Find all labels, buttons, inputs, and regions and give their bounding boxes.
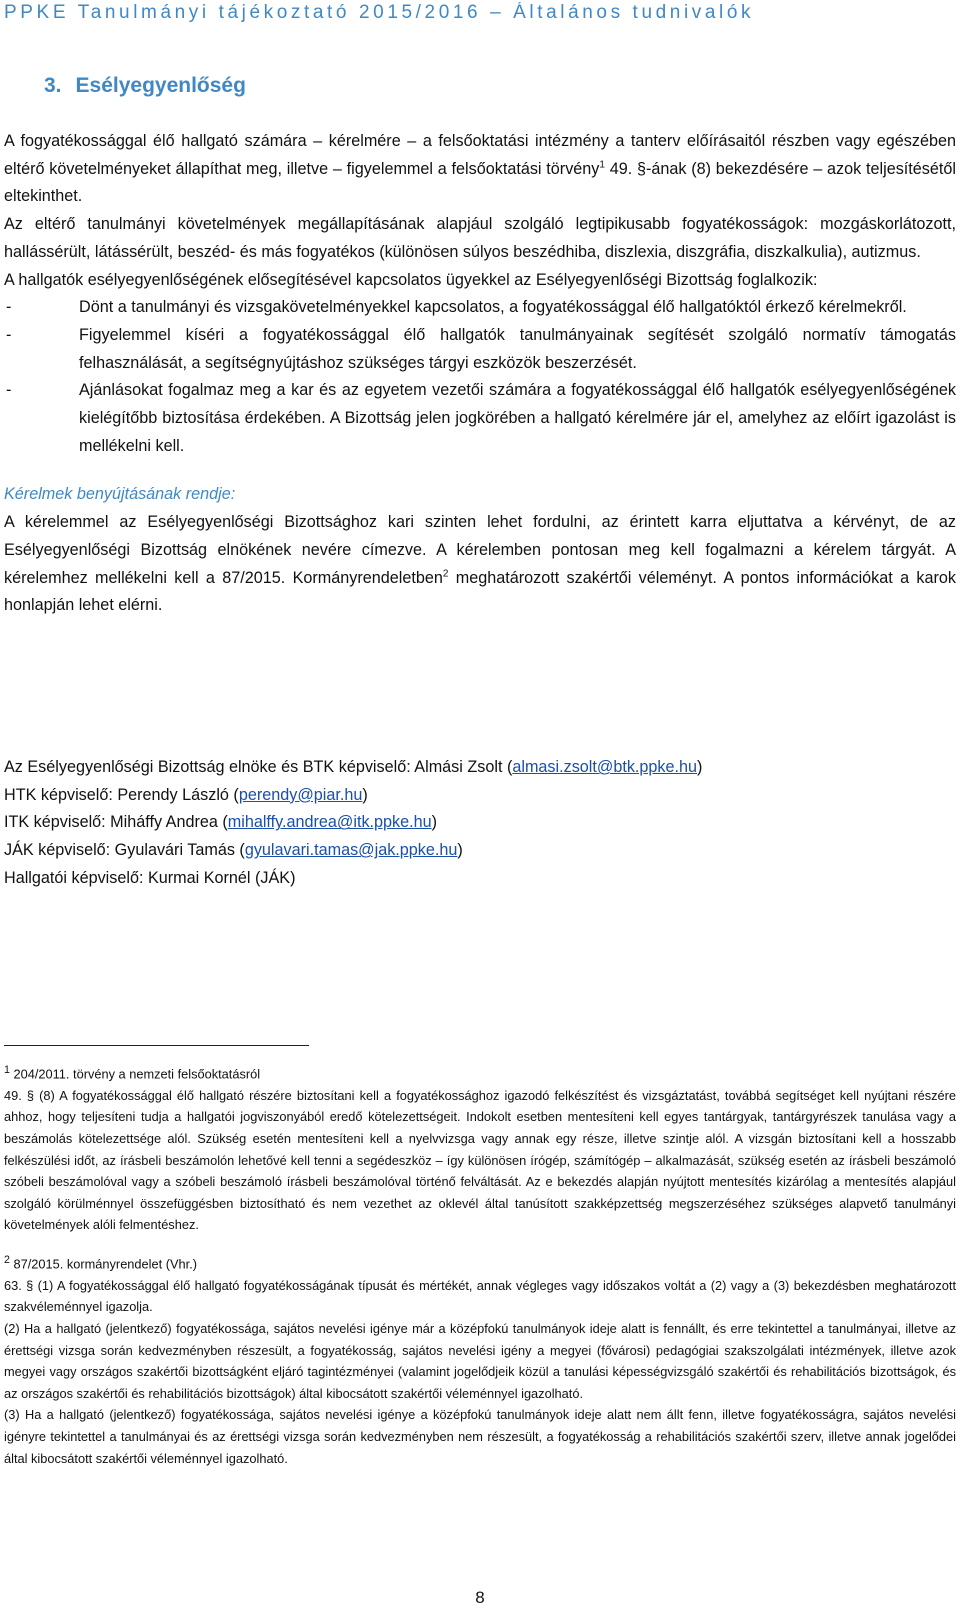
contact-label: HTK képviselő: Perendy László ( xyxy=(4,785,239,804)
section-title-text: Esélyegyenlőség xyxy=(75,74,246,97)
contact-suffix: ) xyxy=(697,758,703,776)
footnote-mark: 1 xyxy=(4,1064,10,1076)
contact-suffix: ) xyxy=(362,785,368,804)
page-number: 8 xyxy=(475,1588,485,1607)
submission-subheading: Kérelmek benyújtásának rendje: xyxy=(4,485,236,504)
running-header: PPKE Tanulmányi tájékoztató 2015/2016 – Általános tudnivalók xyxy=(4,2,755,23)
footnote-2-paragraph: (2) Ha a hallgató (jelentkező) fogyatékossága, sajátos nevelési igénye már a középfokú tanulmányok ideje alatt is fennállt, és erre tekintettel a tanulmányai, illetve az érettségi vizsga során kedvezményben részesült, a fogyatékosság, sajátos nevelési igény a megyei (fővárosi) pedagógiai szakszolgálati intézmények, illetve azok megyei vagy országos szakértői bizottságként eljáró tagintézményei (valamint jogelődjeik közül a tanulási képességvizsgáló szakértői és rehabilitációs bizottságok, és az országos szakértői és rehabilitációs bizottságok) által kibocsátott szakértői véleménnyel igazolható. xyxy=(4,1321,956,1401)
footnote-1-title xyxy=(4,1060,956,1085)
paragraph-intro xyxy=(4,128,956,211)
paragraph-submission-text-a: A kérelemmel az Esélyegyenlőségi Bizottsághoz kari szinten lehet fordulni, az érintett karra eljuttatva a kérvényt, de az Esélyegyenlőségi Bizottság elnökének nevére címezve. A kérelemben pontosan meg kell fogalmazni a kérelem tárgyát. A kérelemhez mellékelni kell a 87/2015. Kormányrendeletben xyxy=(4,513,956,587)
footnote-title-text: 204/2011. törvény a nemzeti felsőoktatásról xyxy=(9,1066,261,1082)
paragraph-committee: A hallgatók esélyegyenlőségének elősegítésével kapcsolatos ügyekkel az Esélyegyenlőségi Bizottság foglalkozik: xyxy=(4,270,818,289)
footnote-2-title xyxy=(4,1250,956,1275)
footnote-mark: 2 xyxy=(4,1254,10,1267)
contact-list xyxy=(4,754,956,893)
footnote-ref-1[interactable]: 1 xyxy=(599,159,605,171)
contact-line xyxy=(4,837,956,865)
paragraph-intro-text-a: A fogyatékossággal élő hallgató számára – kérelmére – a felsőoktatási intézmény a tanterv előírásaitól részben vagy egészében eltérő követelményeket állapíthat meg, illetve – figyelemmel a felsőoktatási törvény xyxy=(4,132,956,178)
paragraph-submission-text-b: meghatározott szakértői véleményt. A pontos információkat a karok honlapján lehet elérni. xyxy=(4,568,957,615)
contact-label: JÁK képviselő: Gyulavári Tamás ( xyxy=(4,841,245,860)
email-link[interactable]: perendy@piar.hu xyxy=(238,785,363,804)
list-item: - Figyelemmel kíséri a fogyatékossággal élő hallgatók tanulmányainak segítését szolgáló normatív támogatás felhasználását, a segítségnyújtáshoz szükséges tárgyi eszközök beszerzését. xyxy=(4,322,956,377)
contact-line xyxy=(4,865,956,893)
paragraph-submission xyxy=(4,509,956,620)
contact-suffix: ) xyxy=(431,813,438,832)
contact-line xyxy=(4,754,956,782)
body-text xyxy=(4,128,956,620)
committee-duties-list xyxy=(4,294,956,460)
email-link[interactable]: gyulavari.tamas@jak.ppke.hu xyxy=(244,841,458,860)
contact-suffix: ) xyxy=(457,841,463,860)
email-link[interactable]: almasi.zsolt@btk.ppke.hu xyxy=(512,758,698,776)
footnote-title-text: 87/2015. kormányrendelet (Vhr.) xyxy=(9,1256,198,1272)
list-item: - Dönt a tanulmányi és vizsgakövetelményekkel kapcsolatos, a fogyatékossággal élő hallgatóktól érkező kérelmekről. xyxy=(4,294,956,322)
section-title xyxy=(44,74,246,98)
email-link[interactable]: mihalffy.andrea@itk.ppke.hu xyxy=(227,813,432,832)
list-item: - Ajánlásokat fogalmaz meg a kar és az egyetem vezetői számára a fogyatékossággal élő hallgatók esélyegyenlőségének kielégítőbb biztosítása érdekében. A Bizottság jelen jogkörében a hallgató kérelmére jár el, amelyhez az előírt igazolást is mellékelni kell. xyxy=(4,377,956,460)
footnotes xyxy=(4,1060,956,1469)
contact-line xyxy=(4,809,956,837)
contact-line xyxy=(4,782,956,810)
section-number: 3. xyxy=(44,74,62,97)
footnote-ref-2[interactable]: 2 xyxy=(442,568,449,580)
footnote-separator xyxy=(4,1045,309,1046)
footnote-2-paragraph: 63. § (1) A fogyatékossággal élő hallgató fogyatékosságának típusát és mértékét, annak végleges vagy időszakos voltát a (2) vagy a (3) bekezdésben meghatározott szakvéleménnyel igazolja. xyxy=(4,1277,956,1315)
contact-label: Az Esélyegyenlőségi Bizottság elnöke és BTK képviselő: Almási Zsolt ( xyxy=(4,758,513,776)
footnote-1-text: 49. § (8) A fogyatékossággal élő hallgató részére biztosítani kell a fogyatékossághoz igazodó felkészítést és vizsgáztatást, továbbá segítséget kell nyújtani részére ahhoz, hogy teljesíteni tudja a hallgatói jogviszonyából eredő kötelezettségeit. Indokolt esetben mentesíteni kell egyes tantárgyak, tantárgyrészek tanulása vagy a beszámolás kötelezettsége alól. Szükség esetén mentesíteni kell a nyelvvizsga vagy annak egy része, illetve szintje alól. A vizsgán biztosítani kell a hosszabb felkészülési időt, az írásbeli beszámolón lehetővé kell tenni a segédeszköz – így különösen írógép, számítógép – alkalmazását, szükség esetén az írásbeli beszámoló szóbeli beszámolóval vagy a szóbeli beszámoló írásbeli beszámolóval történő felváltását. Az e bekezdés alapján nyújtott mentesítés kizárólag a mentesítés alapjául szolgáló körülménnyel összefüggésben biztosítható és nem vezethet az oklevél által tanúsított szakképzettség megszerzéséhez szükséges alapvető tanulmányi követelmények alóli felmentéshez. xyxy=(4,1087,956,1233)
contact-label: Hallgatói képviselő: Kurmai Kornél (JÁK) xyxy=(4,868,296,887)
footnote-2-paragraph: (3) Ha a hallgató (jelentkező) fogyatékossága, sajátos nevelési igénye a középfokú tanulmányok ideje alatt nem állt fenn, illetve fogyatékosságra, sajátos nevelési igényre tekintettel a tanulmányai és az érettségi vizsga során kedvezményben nem részesült, a fogyatékosság a rehabilitációs szakértői szerv, illetve annak jogelődei által kibocsátott szakértői véleménnyel igazolható. xyxy=(4,1407,956,1466)
contact-label: ITK képviselő: Miháffy Andrea ( xyxy=(4,813,228,832)
paragraph-disabilities: Az eltérő tanulmányi követelmények megállapításának alapjául szolgáló legtipikusabb fogyatékosságok: mozgáskorlátozott, hallássérült, látássérült, beszéd- és más fogyatékos (különösen súlyos beszédhiba, diszlexia, diszgráfia, diszkalkulia), autizmus. xyxy=(4,215,956,261)
paragraph-intro-text-b: 49. §-ának (8) bekezdésére – azok teljesítésétől eltekinthet. xyxy=(4,159,956,206)
